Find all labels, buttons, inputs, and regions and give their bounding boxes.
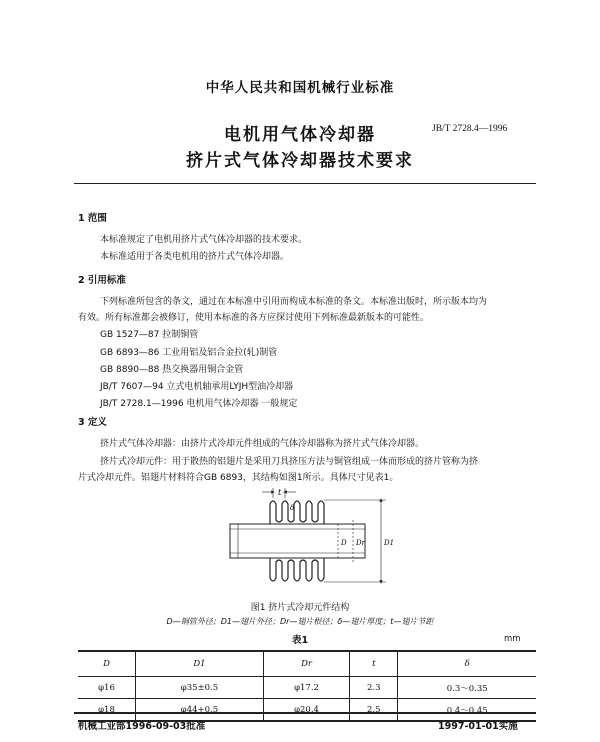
table-title: 表1 <box>291 635 309 646</box>
table-cell: 2.5 <box>350 699 398 722</box>
section-2-heading: 2 引用标准 <box>78 275 126 286</box>
definition-2-line-1: 挤片式冷却元件：用于散热的铝翅片是采用刀具挤压方法与铜管组成一体而形成的挤片管称为挤 <box>100 457 479 467</box>
reference-item: GB 8890—88 热交换器用铜合金管 <box>100 365 244 375</box>
definition-1: 挤片式气体冷却器：由挤片式冷却元件组成的气体冷却器称为挤片式气体冷却器。 <box>100 439 425 449</box>
footer-rule <box>74 712 536 714</box>
tube-diameter-label: D <box>341 539 347 547</box>
pitch-label: t <box>278 488 282 497</box>
column-header: D1 <box>136 651 264 677</box>
table-header-row <box>78 651 536 677</box>
table-cell: φ44+0.5 <box>136 699 264 722</box>
standard-number: JB/T 2728.4—1996 <box>432 124 508 134</box>
section-3-heading: 3 定义 <box>78 417 107 428</box>
table-cell: φ17.2 <box>263 677 349 699</box>
implementation-date: 1997-01-01实施 <box>438 721 518 732</box>
table-cell: 0.4～0.45 <box>398 699 536 722</box>
table-cell: 0.3～0.35 <box>398 677 536 699</box>
header-rule <box>74 183 536 184</box>
standard-body: 中华人民共和国机械行业标准 <box>205 80 395 96</box>
table-cell: φ20.4 <box>263 699 349 722</box>
references-paragraph-line-1: 下列标准所包含的条文，通过在本标准中引用而构成本标准的条文。本标准出版时，所示版本均为 <box>100 297 488 307</box>
table-cell: φ18 <box>78 699 136 722</box>
reference-item: GB 6893—86 工业用铝及铝合金拉(轧)制管 <box>100 348 278 358</box>
scope-paragraph-1: 本标准规定了电机用挤片式气体冷却器的技术要求。 <box>100 235 308 245</box>
section-1-heading: 1 范围 <box>78 213 107 224</box>
approval-date: 机械工业部1996-09-03批准 <box>78 721 206 732</box>
root-diameter-label: Dr <box>356 539 365 547</box>
fin-outer-diameter-label: D1 <box>384 539 395 547</box>
table-unit: mm <box>504 634 521 644</box>
reference-item: GB 1527—87 拉制铜管 <box>100 330 199 340</box>
table-cell: 2.3 <box>350 677 398 699</box>
column-header: D <box>78 651 136 677</box>
fin-tube-structure-figure <box>210 484 410 590</box>
table-cell: φ35±0.5 <box>136 677 264 699</box>
reference-item: JB/T 7607—94 立式电机轴承用LYJH型油冷却器 <box>100 382 294 392</box>
thickness-label: δ <box>290 504 295 512</box>
figure-caption: 图1 挤片式冷却元件结构 <box>250 603 350 613</box>
table-cell: φ16 <box>78 677 136 699</box>
scope-paragraph-2: 本标准适用于各类电机用的挤片式气体冷却器。 <box>100 252 290 262</box>
title-line-1: 电机用气体冷却器 <box>224 125 376 145</box>
top-fin-profile <box>270 501 324 524</box>
references-paragraph-line-2: 有效。所有标准都会被修订，使用本标准的各方应探讨使用下列标准最新版本的可能性。 <box>78 313 430 323</box>
column-header: t <box>350 651 398 677</box>
definition-2-line-2: 片式冷却元件。铝翅片材料符合GB 6893，其结构如图1所示。具体尺寸见表1。 <box>78 473 399 483</box>
column-header: Dr <box>263 651 349 677</box>
title-line-2: 挤片式气体冷却器技术要求 <box>186 151 414 171</box>
bottom-fin-profile <box>270 558 324 581</box>
reference-item: JB/T 2728.1—1996 电机用气体冷却器 一般规定 <box>100 399 298 409</box>
figure-legend: D—铜管外径；D1—翅片外径；Dr—翅片根径；δ—翅片厚度；t—翅片节距 <box>166 617 434 626</box>
column-header: δ <box>398 651 536 677</box>
table-row <box>78 677 536 699</box>
